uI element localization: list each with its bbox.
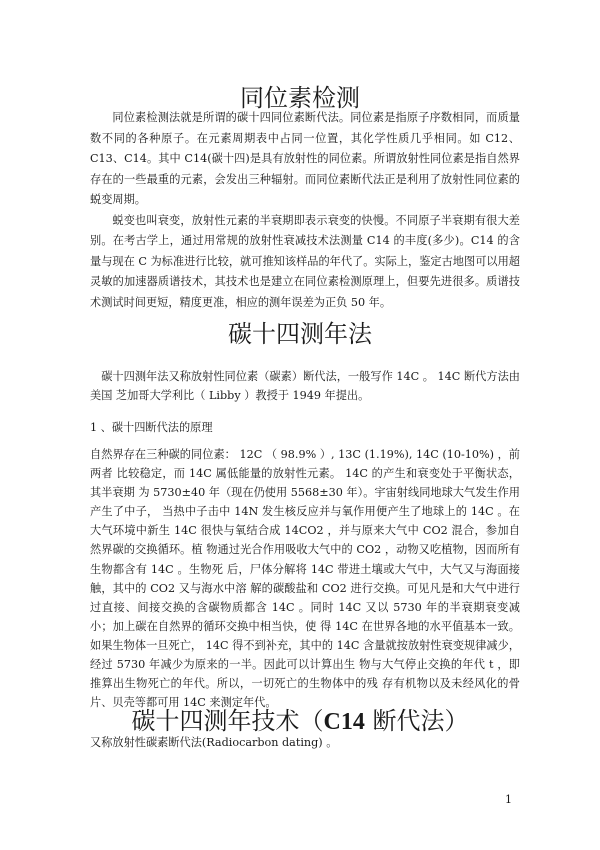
section-body-principle xyxy=(90,445,520,712)
subheading-principle: 1 、碳十四断代法的原理 xyxy=(90,421,213,434)
paragraph: 蜕变也叫衰变，放射性元素的半衰期即表示衰变的快慢。不同原子半衰期有很大差别。在考古学上，通过用常规的放射性衰减技术法测量 C14 的丰度(多少)。C14 的含量与现在 C 为标准进行比较，就可推知该样品的年代了。实际上，鉴定古地图可以用超灵敏的加速器质谱技术，其技术也是建立在同位素检测原理上，但要先进很多。质谱技术测试时间更短，精度更准，相应的测年误差为正负 50 年。 xyxy=(90,213,520,309)
title-part: 碳十四测年技术（ xyxy=(131,707,324,735)
paragraph: 同位素检测法就是所谓的碳十四同位素断代法。同位素是指原子序数相同，而质量数不同的各种原子。在元素周期表中占同一位置，其化学性质几乎相同。如 C12、C13、C14。其中 C14(碳十四)是具有放射性的同位素。所谓放射性同位素是指自然界存在的一些最重的元素，会发出三种辐射。而同位素断代法正是利用了放射性同位素的蜕变周期。 xyxy=(90,111,520,206)
section-subtitle-radiocarbon: 又称放射性碳素断代法(Radiocarbon dating) 。 xyxy=(90,736,338,749)
paragraph: 碳十四测年法又称放射性同位素（碳素）断代法，一般写作 14C 。 14C 断代方法由美国 芝加哥大学利比（ Libby ）教授于 1949 年提出。 xyxy=(90,370,520,403)
section-title-c14-dating: 碳十四测年法 xyxy=(228,320,372,348)
title-part-bold: C14 xyxy=(323,709,365,735)
section-intro-c14-dating xyxy=(90,367,520,405)
paragraph: 自然界存在三种碳的同位素： 12C （ 98.9% ）, 13C (1.19%), 14C (10-10%) ，前两者 比较稳定，而 14C 属低能量的放射性元素。 14C 的产生和衰变处于平衡状态，其半衰期 为 5730±40 年（现在仍使用 5568±30 年）。宇宙射线同地球大气发生作用产生了中子， 当热中子击中 14N 发生核反应并与氧作用便产生了地球上的 14C 。在大气环境中新生 14C 很快与氧结合成 14CO2 ，并与原来大气中 CO2 混合，参加自然界碳的交换循环。植 物通过光合作用吸收大气中的 CO2 ，动物又吃植物，因而所有生物都含有 14C 。生物死 后，尸体分解将 14C 带进土壤或大气中，大气又与海面接触，其中的 CO2 又与海水中溶 解的碳酸盐和 CO2 进行交换。可见凡是和大气中进行过直接、间接交换的含碳物质都含 14C 。同时 14C 又以 5730 年的半衰期衰变减小；加上碳在自然界的循环交换中相当快，使 得 14C 在世界各地的水平值基本一致。如果生物体一旦死亡， 14C 得不到补充，其中的 14C 含量就按放射性衰变规律减少，经过 5730 年减少为原来的一半。因此可以计算出生 物与大气停止交换的年代 t ，即推算出生物死亡的年代。所以，一切死亡的生物体中的残 存有机物以及未经风化的骨片、贝壳等都可用 14C 来测定年代。 xyxy=(90,448,520,710)
page-number: 1 xyxy=(505,793,512,806)
section-title-isotope-detection: 同位素检测 xyxy=(240,84,360,112)
section-body-isotope-detection xyxy=(90,108,520,313)
title-part: 断代法） xyxy=(364,707,469,735)
section-title-c14-technique xyxy=(0,701,600,736)
